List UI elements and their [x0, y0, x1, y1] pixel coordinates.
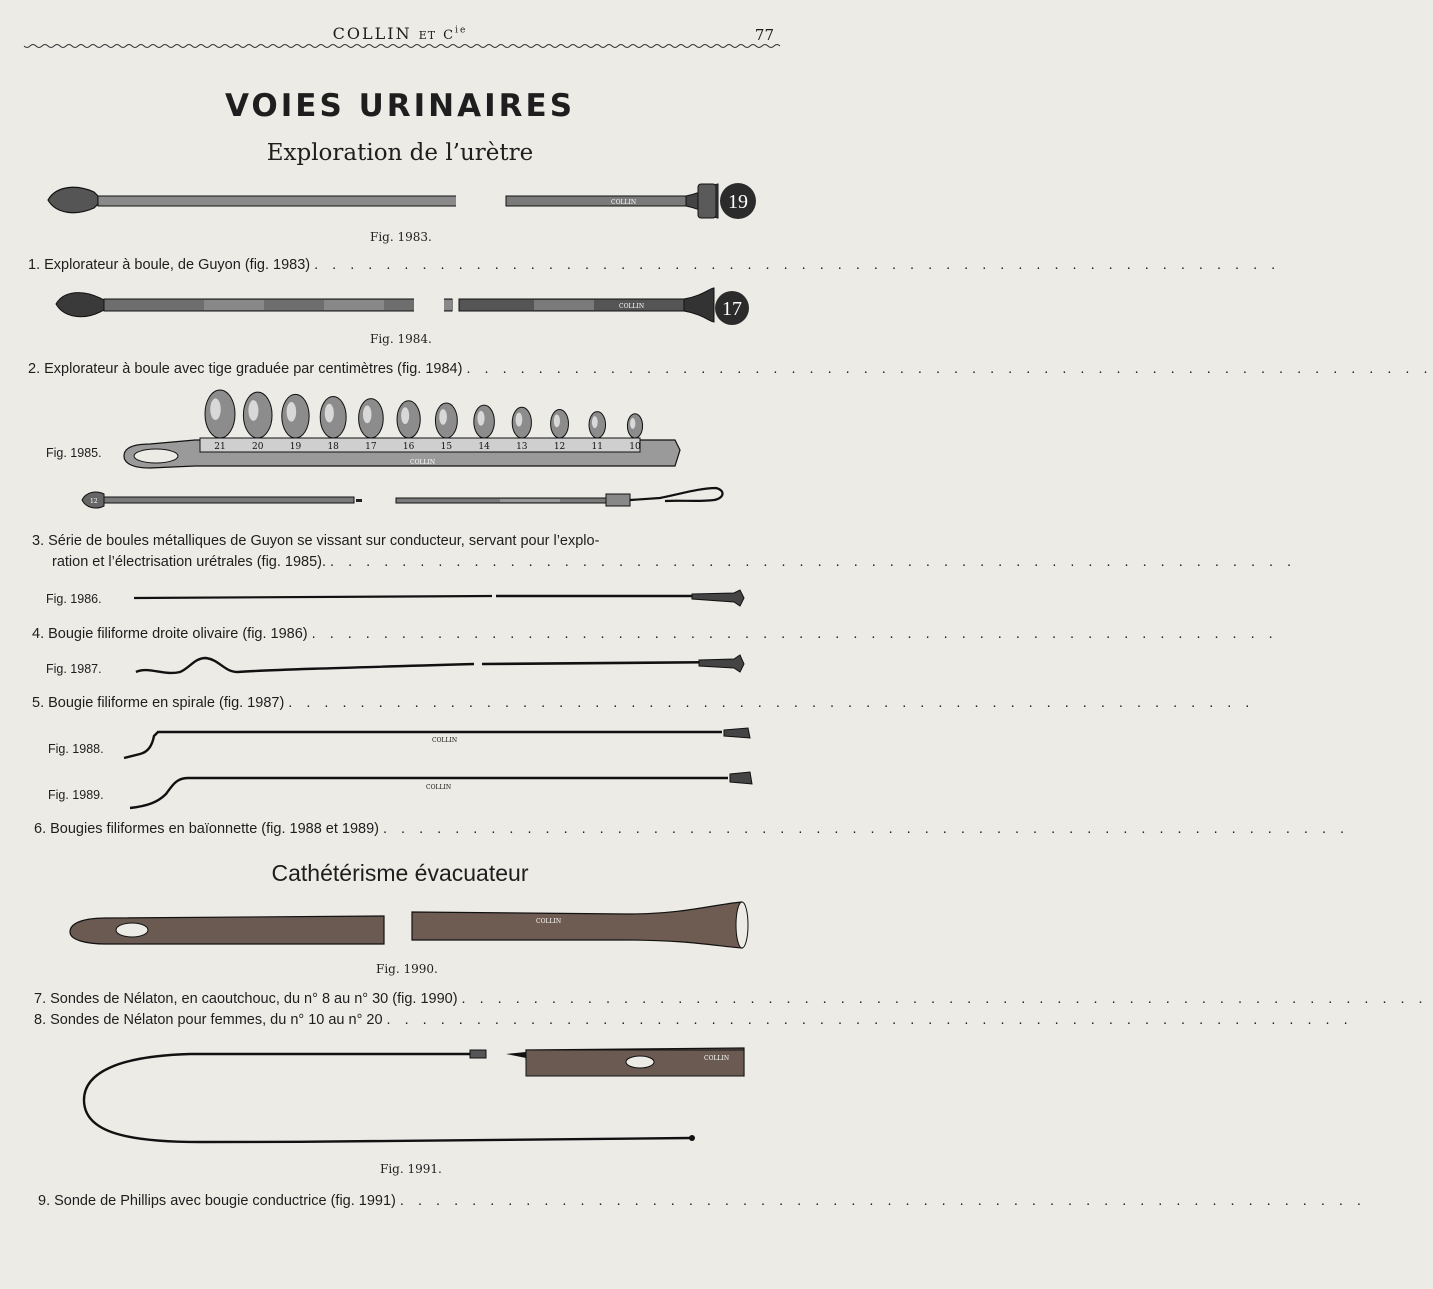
- catalog-item-8-text: 8. Sondes de Nélaton pour femmes, du n° 10 au n° 20: [34, 1012, 387, 1028]
- running-header: [0, 24, 800, 43]
- catalog-item-4: [32, 625, 1278, 643]
- dot-leader: . . . . . . . . . . . . . . . . . . . . . . . . . . . . . . . . . . . . . . . . . . . . . . . . . . . . . .: [314, 257, 1281, 273]
- catalog-item-9-text: 9. Sonde de Phillips avec bougie conductrice (fig. 1991): [38, 1193, 400, 1209]
- gauge-olive-highlight: [592, 416, 598, 428]
- running-title-sup: ie: [455, 25, 468, 36]
- fig-1983-size-badge: 19: [728, 191, 748, 213]
- fig-1990-illustration: [66, 898, 752, 958]
- fig-1988-illustration: [122, 722, 754, 762]
- fig-1991-illustration: [80, 1044, 748, 1148]
- catalog-item-3-continuation: [52, 553, 1297, 571]
- fig-1984-size-badge: 17: [722, 298, 742, 320]
- catalog-item-2: [28, 360, 1433, 378]
- catalog-item-9: [38, 1192, 1366, 1210]
- gauge-olive-highlight: [401, 407, 409, 424]
- gauge-olive-highlight: [477, 411, 484, 426]
- dot-leader: . . . . . . . . . . . . . . . . . . . . . . . . . . . . . . . . . . . . . . . . . . . . . . . . . . . . . .: [288, 695, 1255, 711]
- gauge-olive-highlight: [439, 409, 447, 425]
- fig-1985-conductor: [80, 484, 725, 514]
- gauge-number: 13: [516, 442, 528, 452]
- gauge-olive-highlight: [210, 398, 221, 420]
- catalog-item-5-text: 5. Bougie filiforme en spirale (fig. 1987): [32, 695, 288, 711]
- gauge-olive-highlight: [363, 406, 372, 424]
- dot-leader: . . . . . . . . . . . . . . . . . . . . . . . . . . . . . . . . . . . . . . . . . . . . . . . . . . . . . .: [383, 821, 1350, 837]
- fig-1984-illustration: [54, 286, 764, 328]
- dot-leader: . . . . . . . . . . . . . . . . . . . . . . . . . . . . . . . . . . . . . . . . . . . . . . . . . . . . . .: [311, 626, 1278, 642]
- fig-1990-caption: Fig. 1990.: [376, 962, 438, 976]
- gauge-olive-highlight: [248, 400, 258, 421]
- fig-1985-tip-mark: 12: [90, 498, 98, 505]
- running-title-co: C: [443, 28, 456, 43]
- fig-1986-illustration: [132, 588, 752, 608]
- catalog-item-8: [34, 1011, 1353, 1029]
- section-title-catheterisme: Cathétérisme évacuateur: [271, 860, 529, 886]
- fig-1985-mark: COLLIN: [410, 459, 436, 466]
- fig-1984-mark: COLLIN: [619, 303, 645, 310]
- fig-1983-mark: COLLIN: [611, 199, 637, 206]
- fig-1983-illustration: [46, 178, 766, 224]
- catalog-item-2-text: 2. Explorateur à boule avec tige graduée par centimètres (fig. 1984): [28, 361, 466, 377]
- fig-1991-caption: Fig. 1991.: [380, 1162, 442, 1176]
- fig-1985-gauge-tray: [120, 388, 685, 476]
- running-title-et: ET: [418, 29, 437, 42]
- fig-1989-illustration: [128, 766, 754, 812]
- page-number: 77: [754, 26, 774, 44]
- gauge-number: 20: [252, 442, 264, 452]
- gauge-number: 11: [591, 442, 603, 452]
- fig-1986-label: Fig. 1986.: [46, 592, 102, 606]
- fig-1987-label: Fig. 1987.: [46, 662, 102, 676]
- gauge-number: 16: [402, 442, 415, 452]
- dot-leader: . . . . . . . . . . . . . . . . . . . . . . . . . . . . . . . . . . . . . . . . . . . . . . . . . . . . . .: [386, 1012, 1353, 1028]
- gauge-olive-highlight: [325, 404, 334, 423]
- header-wavy-rule: [24, 42, 776, 50]
- gauge-olive-highlight: [630, 418, 635, 429]
- gauge-olive-highlight: [516, 413, 523, 427]
- fig-1989-mark: COLLIN: [426, 784, 452, 791]
- fig-1985-label: Fig. 1985.: [46, 446, 102, 460]
- fig-1983-caption: Fig. 1983.: [370, 230, 432, 244]
- running-title-main: COLLIN: [332, 24, 412, 43]
- catalog-item-7-text: 7. Sondes de Nélaton, en caoutchouc, du n° 8 au n° 30 (fig. 1990): [34, 991, 462, 1007]
- gauge-number: 10: [629, 442, 641, 452]
- gauge-number: 15: [440, 442, 453, 452]
- catalog-item-4-text: 4. Bougie filiforme droite olivaire (fig. 1986): [32, 626, 312, 642]
- catalog-item-1-text: 1. Explorateur à boule, de Guyon (fig. 1983): [28, 257, 314, 273]
- gauge-number: 21: [214, 442, 226, 452]
- gauge-number: 14: [478, 442, 490, 452]
- gauge-olive-highlight: [287, 402, 297, 422]
- catalog-item-6: [34, 820, 1350, 838]
- dot-leader: . . . . . . . . . . . . . . . . . . . . . . . . . . . . . . . . . . . . . . . . . . . . . . . . . . . . . .: [330, 554, 1297, 570]
- dot-leader: . . . . . . . . . . . . . . . . . . . . . . . . . . . . . . . . . . . . . . . . . . . . . . . . . . . . . .: [399, 1193, 1366, 1209]
- fig-1991-mark: COLLIN: [704, 1055, 730, 1062]
- catalog-item-5: [32, 694, 1255, 712]
- fig-1984-caption: Fig. 1984.: [370, 332, 432, 346]
- catalog-item-6-text: 6. Bougies filiformes en baïonnette (fig. 1988 et 1989): [34, 821, 383, 837]
- fig-1988-label: Fig. 1988.: [48, 742, 104, 756]
- gauge-number: 18: [327, 442, 339, 452]
- catalog-item-1: [28, 256, 1281, 274]
- catalog-item-7: [34, 990, 1428, 1008]
- catalog-item-3-text2: ration et l’électrisation urétrales (fig. 1985).: [52, 554, 330, 570]
- catalog-item-3-text: 3. Série de boules métalliques de Guyon se vissant sur conducteur, servant pour l’explo-: [32, 533, 603, 549]
- fig-1988-mark: COLLIN: [432, 737, 458, 744]
- catalog-item-3: [32, 532, 752, 550]
- gauge-number: 12: [553, 442, 566, 452]
- fig-1987-illustration: [134, 646, 754, 680]
- page-subtitle: Exploration de l’urètre: [266, 140, 534, 166]
- gauge-number: 17: [365, 442, 377, 452]
- fig-1990-mark: COLLIN: [536, 918, 562, 925]
- fig-1989-label: Fig. 1989.: [48, 788, 104, 802]
- gauge-number: 19: [289, 442, 302, 452]
- dot-leader: . . . . . . . . . . . . . . . . . . . . . . . . . . . . . . . . . . . . . . . . . . . . . . . . . . . . . .: [461, 991, 1428, 1007]
- page-title: VOIES URINAIRES: [224, 88, 576, 124]
- dot-leader: . . . . . . . . . . . . . . . . . . . . . . . . . . . . . . . . . . . . . . . . . . . . . . . . . . . . . .: [466, 361, 1433, 377]
- gauge-olive-highlight: [554, 414, 560, 427]
